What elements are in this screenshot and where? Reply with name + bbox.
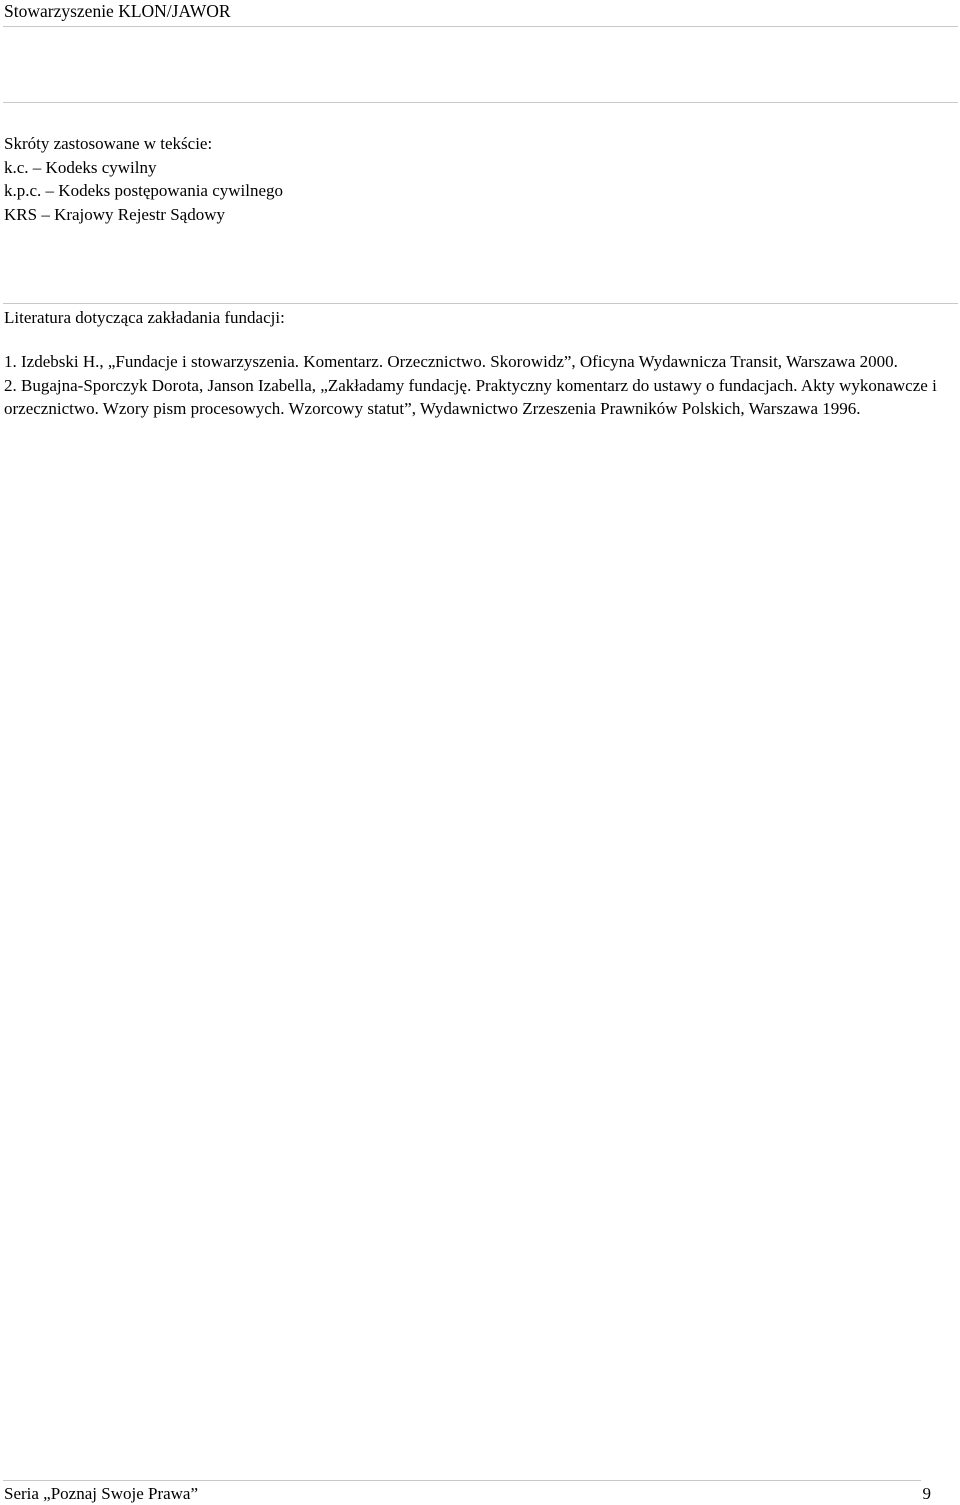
abbreviation-item: k.p.c. – Kodeks postępowania cywilnego	[4, 181, 284, 200]
abbreviation-item: k.c. – Kodeks cywilny	[4, 157, 157, 177]
abbreviations-heading: Skróty zastosowane w tekście:	[4, 134, 213, 153]
header-divider	[3, 26, 958, 27]
page-number: 9	[922, 1484, 931, 1503]
abbreviation-item: KRS – Krajowy Rejestr Sądowy	[4, 204, 225, 224]
abbreviations-section	[4, 132, 283, 226]
literature-item: 2. Bugajna-Sporczyk Dorota, Janson Izabella, „Zakładamy fundację. Praktyczny komentarz do ustawy o fundacjach. Akty wykonawcze i orzecznictwo. Wzory pism procesowych. Wzorcowy statut”, Wydawnictwo Zrzeszenia Prawników Polskich, Warszawa 1996.	[4, 375, 937, 418]
footer-divider	[3, 1480, 921, 1481]
section-divider	[3, 102, 958, 103]
footer-series: Seria „Poznaj Swoje Prawa”	[4, 1484, 199, 1503]
literature-heading: Literatura dotycząca zakładania fundacji:	[4, 308, 285, 327]
literature-list	[4, 350, 956, 421]
literature-divider	[3, 303, 958, 304]
literature-item: 1. Izdebski H., „Fundacje i stowarzyszenia. Komentarz. Orzecznictwo. Skorowidz”, Oficyna Wydawnicza Transit, Warszawa 2000.	[4, 352, 898, 371]
header-title: Stowarzyszenie KLON/JAWOR	[4, 1, 231, 21]
